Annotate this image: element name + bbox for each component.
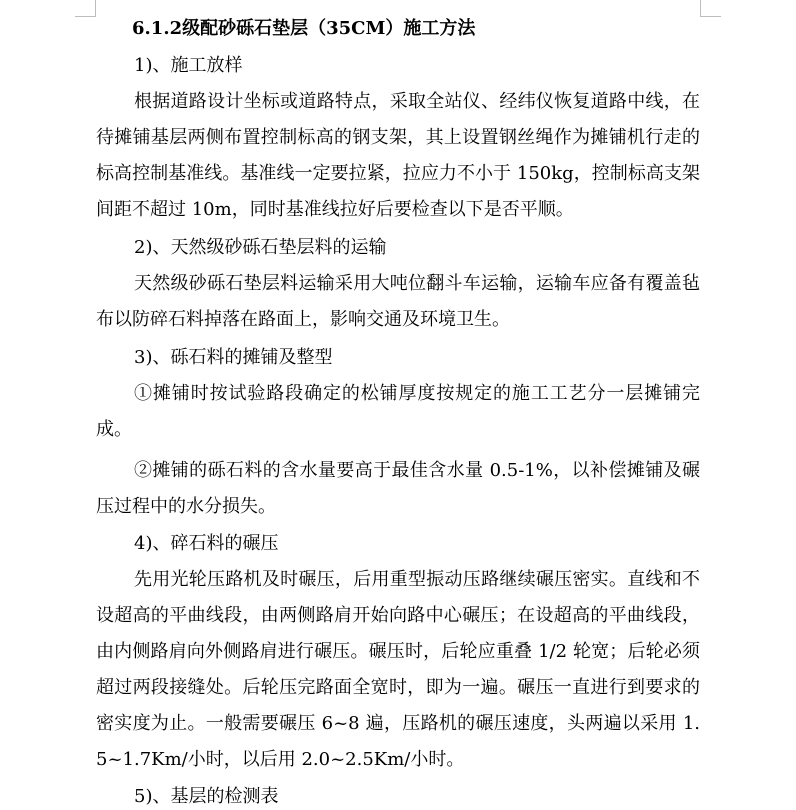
paragraph-spreading-2: ②摊铺的砾石料的含水量要高于最佳含水量 0.5-1%，以补偿摊铺及碾压过程中的水分损失。 — [96, 460, 700, 517]
paragraph-spreading-1: ①摊铺时按试验路段确定的松铺厚度按规定的施工工艺分一层摊铺完成。 — [96, 383, 700, 440]
paragraph-transport: 天然级砂砾石垫层料运输采用大吨位翻斗车运输，运输车应备有覆盖毡布以防碎石料掉落在路面上，影响交通及环境卫生。 — [96, 273, 700, 330]
subsection-title-3: 3)、砾石料的摊铺及整型 — [134, 347, 333, 368]
subsection-title-2: 2)、天然级砂砾石垫层料的运输 — [134, 237, 387, 258]
subsection-title-4: 4)、碎石料的碾压 — [134, 533, 279, 554]
crop-mark-top-right — [700, 16, 721, 17]
crop-mark-top-right — [700, 0, 701, 16]
paragraph-survey: 根据道路设计坐标或道路特点，采取全站仪、经纬仪恢复道路中线，在待摊铺基层两侧布置控制标高的钢支架，其上设置钢丝绳作为摊铺机行走的标高控制基准线。基准线一定要拉紧，拉应力不小于 150kg，控制标高支架间距不超过 10m，同时基准线拉好后要检查以下是否平顺。 — [96, 91, 700, 220]
subsection-title-1: 1)、施工放样 — [134, 55, 243, 76]
paragraph-compaction: 先用光轮压路机及时碾压，后用重型振动压路继续碾压密实。直线和不设超高的平曲线段，由两侧路肩开始向路中心碾压；在设超高的平曲线段，由内侧路肩向外侧路肩进行碾压。碾压时，后轮应重叠 1/2 轮宽；后轮必须超过两段接缝处。后轮压完路面全宽时，即为一遍。碾压一直进行到要求的密实度为止。一般需要碾压 6~8 遍，压路机的碾压速度，头两遍以采用 1.5~1.7Km/小时，以后用 2.0~2.5Km/小时。 — [96, 569, 700, 770]
subsection-title-5: 5)、基层的检测表 — [134, 786, 279, 807]
crop-mark-top-left — [95, 0, 96, 16]
crop-mark-top-left — [75, 16, 96, 17]
section-heading: 6.1.2级配砂砾石垫层（35CM）施工方法 — [132, 18, 476, 39]
